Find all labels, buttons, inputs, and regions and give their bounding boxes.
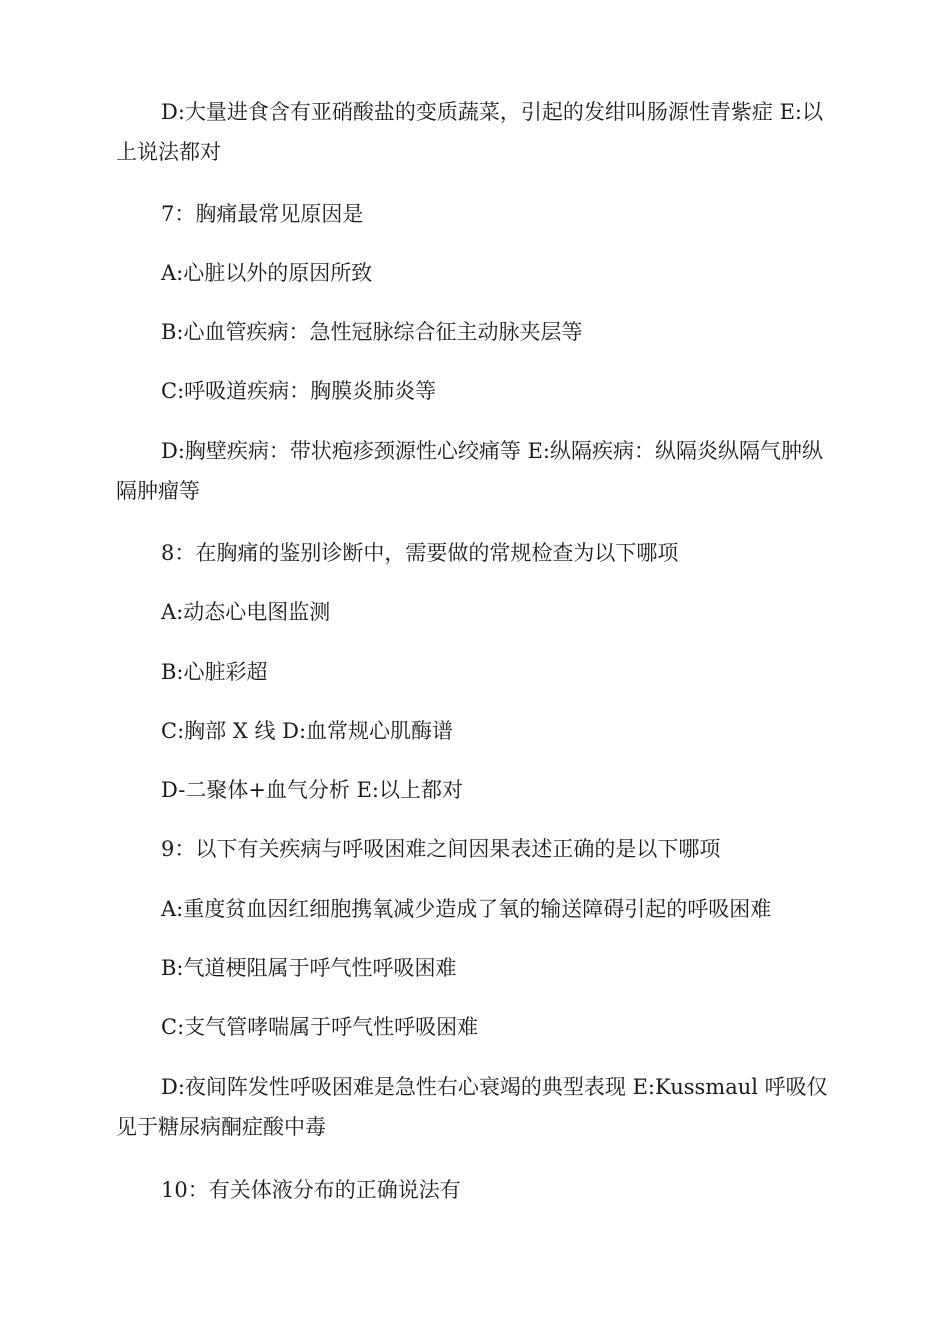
q8-option-d-cont-e: D-二聚体+血气分析 E:以上都对 xyxy=(161,778,463,802)
q8-option-c-d: C:胸部 X 线 D:血常规心肌酶谱 xyxy=(161,719,454,743)
q9-option-b: B:气道梗阻属于呼气性呼吸困难 xyxy=(161,956,457,980)
q8-option-b: B:心脏彩超 xyxy=(161,660,268,684)
q7-option-a: A:心脏以外的原因所致 xyxy=(161,261,373,285)
question-8: 8：在胸痛的鉴别诊断中，需要做的常规检查为以下哪项 xyxy=(161,541,679,565)
q9-option-c: C:支气管哮喘属于呼气性呼吸困难 xyxy=(161,1015,479,1039)
paragraph-q6-option-d-e: D:大量进食含有亚硝酸盐的变质蔬菜，引起的发绀叫肠源性青紫症 E:以上说法都对 xyxy=(116,100,823,164)
q9-option-d-e: D:夜间阵发性呼吸困难是急性右心衰竭的典型表现 E:Kussmaul 呼吸仅见于糖尿病酮症酸中毒 xyxy=(116,1075,828,1139)
q8-option-a: A:动态心电图监测 xyxy=(161,600,331,624)
question-9: 9：以下有关疾病与呼吸困难之间因果表述正确的是以下哪项 xyxy=(161,837,721,861)
q7-option-d-e: D:胸壁疾病：带状疱疹颈源性心绞痛等 E:纵隔疾病：纵隔炎纵隔气肿纵隔肿瘤等 xyxy=(116,439,823,503)
q9-option-a: A:重度贫血因红细胞携氧减少造成了氧的输送障碍引起的呼吸困难 xyxy=(161,897,772,921)
q7-option-b: B:心血管疾病：急性冠脉综合征主动脉夹层等 xyxy=(161,320,583,344)
question-7: 7：胸痛最常见原因是 xyxy=(161,202,364,226)
question-10: 10：有关体液分布的正确说法有 xyxy=(161,1178,461,1202)
q7-option-c: C:呼吸道疾病：胸膜炎肺炎等 xyxy=(161,379,437,403)
